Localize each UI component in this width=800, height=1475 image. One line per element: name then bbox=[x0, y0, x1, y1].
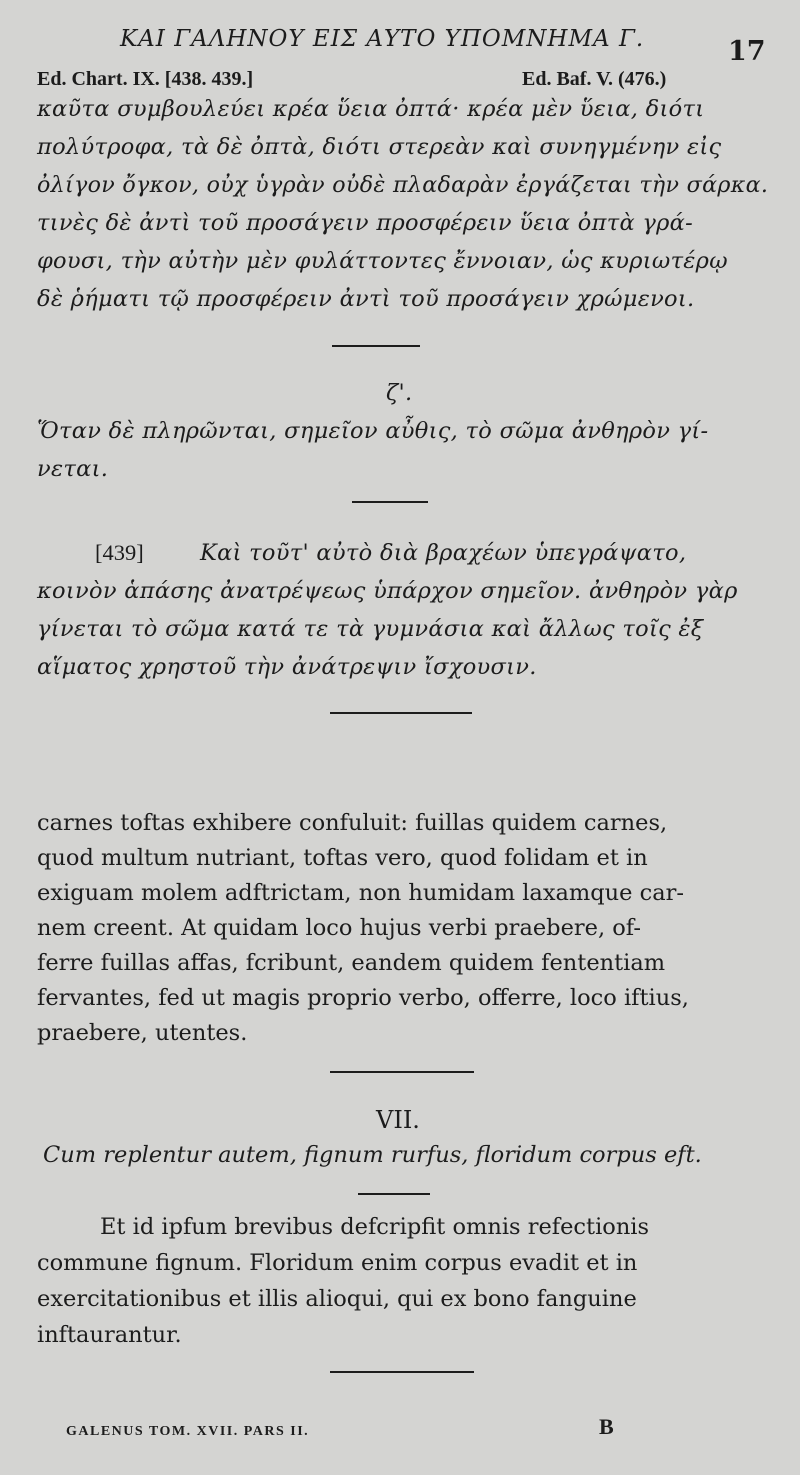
latin-section-number: VII. bbox=[376, 1106, 420, 1134]
page-number: 17 bbox=[728, 36, 766, 67]
section-divider bbox=[352, 501, 428, 503]
greek-line: αἵματος χρηστοῦ τὴν ἀνάτρεψιν ἴσχουσιν. bbox=[37, 654, 537, 680]
section-divider bbox=[330, 1071, 474, 1073]
printer-signature: GALENUS TOM. XVII. PARS II. bbox=[66, 1424, 310, 1439]
latin-line: carnes toftas exhibere confuluit: fuillas quidem carnes, bbox=[37, 810, 668, 836]
page-break-marker: [439] bbox=[95, 540, 144, 565]
latin-line: nem creent. At quidam loco hujus verbi praebere, of- bbox=[37, 915, 641, 941]
latin-line: exiguam molem adftrictam, non humidam laxamque car- bbox=[37, 880, 684, 906]
section-divider bbox=[358, 1193, 430, 1195]
latin-lemma: Cum replentur autem, fignum rurfus, floridum corpus eft. bbox=[43, 1142, 702, 1168]
section-divider bbox=[330, 712, 472, 714]
greek-line: φουσι, τὴν αὐτὴν μὲν φυλάττοντες ἔννοιαν, ὡς κυριωτέρῳ bbox=[37, 248, 728, 274]
greek-lemma-line: Ὅταν δὲ πληρῶνται, σημεῖον αὖθις, τὸ σῶμα ἀνθηρὸν γί- bbox=[37, 418, 709, 444]
gathering-letter: B bbox=[599, 1414, 614, 1439]
section-divider bbox=[332, 345, 420, 347]
greek-line: τινὲς δὲ ἀντὶ τοῦ προσάγειν προσφέρειν ὕεια ὀπτὰ γρά- bbox=[37, 210, 694, 236]
latin-line: fervantes, fed ut magis proprio verbo, offerre, loco iftius, bbox=[37, 985, 689, 1011]
greek-lemma-line: νεται. bbox=[37, 456, 109, 482]
greek-line: καῦτα συμβουλεύει κρέα ὕεια ὀπτά· κρέα μὲν ὕεια, διότι bbox=[37, 96, 705, 122]
greek-line: ὀλίγον ὄγκον, οὐχ ὑγρὰν οὐδὲ πλαδαρὰν ἐργάζεται τὴν σάρκα. bbox=[37, 172, 769, 198]
edition-reference-basel: Ed. Baf. V. (476.) bbox=[522, 68, 667, 90]
greek-line: δὲ ῥήματι τῷ προσφέρειν ἀντὶ τοῦ προσάγειν χρώμενοι. bbox=[37, 286, 695, 312]
greek-line: πολύτροφα, τὰ δὲ ὀπτὰ, διότι στερεὰν καὶ συνηγμένην εἰς bbox=[37, 134, 722, 160]
latin-line: commune fignum. Floridum enim corpus evadit et in bbox=[37, 1250, 638, 1276]
greek-line: Καὶ τοῦτ' αὐτὸ διὰ βραχέων ὑπεγράψατο, bbox=[200, 540, 687, 566]
edition-reference-chart: Ed. Chart. IX. [438. 439.] bbox=[37, 68, 254, 90]
latin-line: exercitationibus et illis alioqui, qui ex bono fanguine bbox=[37, 1286, 637, 1312]
greek-line: γίνεται τὸ σῶμα κατά τε τὰ γυμνάσια καὶ ἄλλως τοῖς ἐξ bbox=[37, 616, 704, 642]
greek-line: κοινὸν ἁπάσης ἀνατρέψεως ὑπάρχον σημεῖον. ἀνθηρὸν γὰρ bbox=[37, 578, 738, 604]
greek-section-number: ζ'. bbox=[386, 380, 413, 406]
running-head: ΚΑΙ ΓΑΛΗΝΟΥ ΕΙΣ ΑΥΤΟ ΥΠΟΜΝΗΜΑ Γ. bbox=[120, 26, 645, 52]
latin-line: praebere, utentes. bbox=[37, 1020, 248, 1046]
latin-line: inftaurantur. bbox=[37, 1322, 182, 1348]
section-divider bbox=[330, 1371, 474, 1373]
latin-line: ferre fuillas affas, fcribunt, eandem quidem fententiam bbox=[37, 950, 666, 976]
latin-line: quod multum nutriant, toftas vero, quod folidam et in bbox=[37, 845, 648, 871]
latin-line: Et id ipfum brevibus defcripfit omnis refectionis bbox=[100, 1214, 650, 1240]
